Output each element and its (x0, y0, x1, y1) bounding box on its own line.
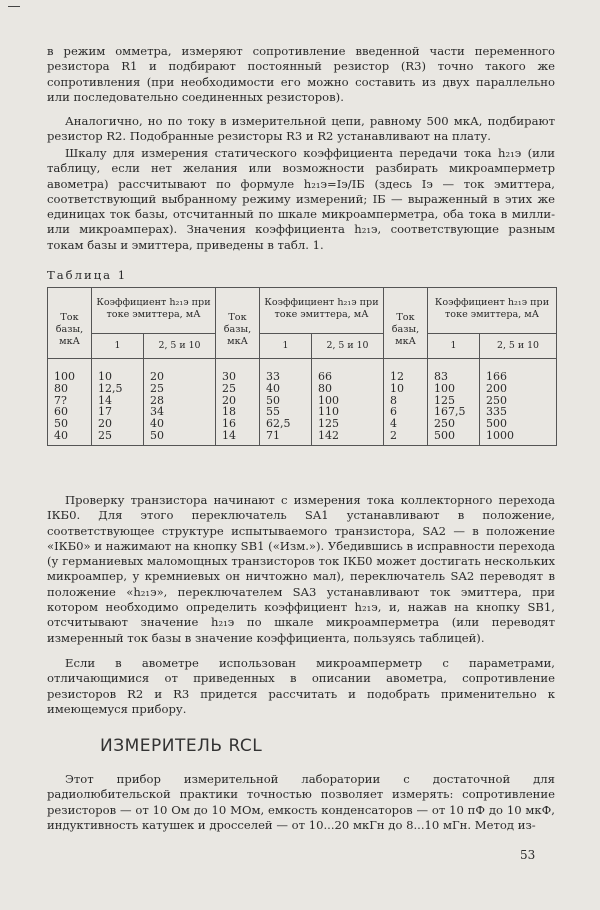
table-cell: 83 (434, 370, 448, 383)
table-header-tok-2: Ток базы, мкА (216, 288, 260, 359)
table-cell: 50 (54, 417, 68, 431)
table-cell: 100 (434, 381, 455, 395)
table-cell: 100 (318, 393, 339, 407)
table-header-tok-1: Ток базы, мкА (48, 288, 92, 359)
table-cell: 20 (150, 370, 164, 383)
tok-column-2 (216, 359, 260, 446)
section-heading: ИЗМЕРИТЕЛЬ RCL (100, 736, 263, 756)
page-number: 53 (520, 848, 536, 862)
table-header-coef-2: Коэффициент h₂₁э при токе эмиттера, мА (260, 288, 384, 334)
table-cell: 125 (434, 393, 455, 407)
table-cell: 250 (486, 393, 507, 407)
table-cell: 1000 (486, 428, 514, 442)
table-cell: 500 (486, 417, 507, 431)
table-cell: 14 (98, 393, 112, 407)
table-cell: 100 (54, 370, 75, 383)
table-cell: 55 (266, 405, 280, 419)
table-cell: 33 (266, 370, 280, 383)
table-header-coef-3: Коэффициент h₂₁э при токе эмиттера, мА (428, 288, 557, 334)
table-cell: 20 (222, 393, 236, 407)
table-subheader-1: 1 (92, 334, 144, 359)
paragraph-5: Если в авометре использован микроамперметр с параметрами, отличающимися от приведенных в описании авометра, сопротивление резисторов R2 и R3 придется рассчитать и подобрать применительно к имеющемуся прибору. (47, 656, 555, 716)
table-cell: 200 (486, 381, 507, 395)
table-cell: 80 (318, 381, 332, 395)
table-cell: 12,5 (98, 381, 123, 395)
table-cell: 40 (150, 417, 164, 431)
table-body-row (48, 359, 557, 446)
table-cell: 7? (54, 393, 67, 407)
table-cell: 8 (390, 393, 397, 407)
table-cell: 10 (390, 381, 404, 395)
table-cell: 80 (54, 381, 68, 395)
table-cell: 71 (266, 428, 280, 442)
table-header-coef-1: Коэффициент h₂₁э при токе эмиттера, мА (92, 288, 216, 334)
table-cell: 14 (222, 428, 236, 442)
table-cell: 17 (98, 405, 112, 419)
coef-1-column-1 (92, 359, 144, 446)
table-cell: 50 (150, 428, 164, 442)
table-cell: 166 (486, 370, 507, 383)
paragraph-1: в режим омметра, измеряют сопротивление введенной части переменного резистора R1 и подбирают постоянный резистор (R3) точно такого же сопротивления (при необходимости его можно составить из двух параллельно или последовательно соединенных резисторов). (47, 44, 555, 104)
coef-2-column-2 (312, 359, 384, 446)
paragraph-2: Аналогично, но по току в измерительной цепи, равному 500 мкА, подбирают резистор R2. Подобранные резисторы R3 и R2 устанавливают на плату. (47, 114, 555, 144)
table-subheader-2: 2, 5 и 10 (144, 334, 216, 359)
table-cell: 30 (222, 370, 236, 383)
table-cell: 40 (54, 428, 68, 442)
table-cell: 6 (390, 405, 397, 419)
table-cell: 500 (434, 428, 455, 442)
coef-1-column-3 (428, 359, 480, 446)
table-cell: 66 (318, 370, 332, 383)
table-subheader-1: 1 (260, 334, 312, 359)
coef-2-column-1 (144, 359, 216, 446)
table-cell: 335 (486, 405, 507, 419)
table-cell: 40 (266, 381, 280, 395)
corner-mark (8, 6, 20, 7)
coefficient-table (47, 287, 557, 446)
table-cell: 25 (222, 381, 236, 395)
table-cell: 60 (54, 405, 68, 419)
table-caption: Таблица 1 (47, 268, 128, 282)
table-cell: 50 (266, 393, 280, 407)
paragraph-3: Шкалу для измерения статического коэффициента передачи тока h₂₁э (или таблицу, если нет желания или возможности разбирать микроамперметр авометра) рассчитывают по формуле h₂₁э=Iэ/IБ (здесь Iэ — ток эмиттера, соответствующий выбранному режиму измерений; IБ — выраженный в этих же единицах ток базы, отсчитанный по шкале микроамперметра, оба тока в милли- или микроамперах). Значения коэффициента h₂₁э, соответствующие разным токам базы и эмиттера, приведены в табл. 1. (47, 146, 555, 252)
table-cell: 167,5 (434, 405, 466, 419)
table-cell: 125 (318, 417, 339, 431)
table-header-tok-3: Ток базы, мкА (384, 288, 428, 359)
tok-column-1 (48, 359, 92, 446)
coef-1-column-2 (260, 359, 312, 446)
table-cell: 10 (98, 370, 112, 383)
table-cell: 25 (150, 381, 164, 395)
table-cell: 25 (98, 428, 112, 442)
table-cell: 142 (318, 428, 339, 442)
table-subheader-2: 2, 5 и 10 (312, 334, 384, 359)
table-cell: 250 (434, 417, 455, 431)
table-cell: 20 (98, 417, 112, 431)
table-cell: 34 (150, 405, 164, 419)
tok-column-3 (384, 359, 428, 446)
table-cell: 62,5 (266, 417, 291, 431)
table-cell: 18 (222, 405, 236, 419)
table-cell: 4 (390, 417, 397, 431)
table-cell: 110 (318, 405, 339, 419)
coef-2-column-3 (480, 359, 557, 446)
table-cell: 16 (222, 417, 236, 431)
table-subheader-2: 2, 5 и 10 (480, 334, 557, 359)
paragraph-6: Этот прибор измерительной лаборатории с достаточной для радиолюбительской практики точностью позволяет измерять: сопротивление резисторов — от 10 Ом до 10 МОм, емкость конденсаторов — от 10 пФ до 10 мкФ, индуктивность катушек и дросселей — от 10...20 мкГн до 8...10 мГн. Метод из- (47, 772, 555, 832)
table-cell: 28 (150, 393, 164, 407)
table-cell: 2 (390, 428, 397, 442)
table-subheader-1: 1 (428, 334, 480, 359)
table-cell: 12 (390, 370, 404, 383)
paragraph-4: Проверку транзистора начинают с измерения тока коллекторного перехода IКБ0. Для этого переключатель SA1 устанавливают в положение, соответствующее структуре испытываемого транзистора, SA2 — в положение «IКБ0» и нажимают на кнопку SB1 («Изм.»). Убедившись в исправности перехода (у германиевых маломощных транзисторов ток IКБ0 может достигать нескольких микроампер, у кремниевых он ничтожно мал), переключатель SA2 переводят в положение «h₂₁э», переключателем SA3 устанавливают ток эмиттера, при котором необходимо определить коэффициент h₂₁э, и, нажав на кнопку SB1, отсчитывают значение h₂₁э по шкале микроамперметра (или переводят измеренный ток базы в значение коэффициента, пользуясь таблицей). (47, 493, 556, 645)
